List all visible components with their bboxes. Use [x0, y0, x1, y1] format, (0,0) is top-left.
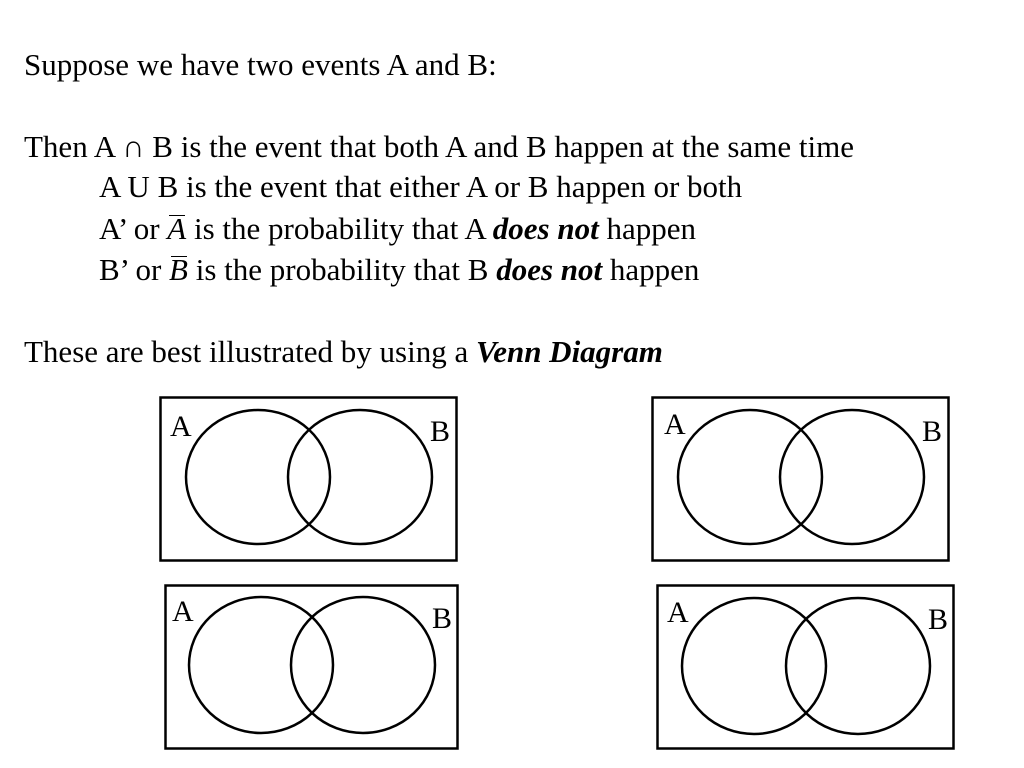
venn-diagram-term: Venn Diagram	[475, 334, 663, 369]
venn-frame	[166, 586, 458, 749]
complement-a-emphasis: does not	[492, 211, 599, 246]
intro-text: Suppose we have two events A and B:	[24, 47, 497, 82]
complement-a-definition	[99, 211, 696, 247]
venn-frame	[658, 586, 954, 749]
complement-b-part2: is the probability that B	[187, 252, 497, 287]
venn-label-b: B	[432, 602, 453, 635]
complement-b-part3: happen	[602, 252, 700, 287]
complement-a-part1: A’ or	[99, 211, 168, 246]
venn-label-b: B	[430, 415, 451, 448]
venn-circle-a	[682, 598, 826, 734]
union-definition: A U B is the event that either A or B happen or both	[99, 169, 743, 204]
venn-label-a: A	[664, 408, 686, 441]
venn-intro-prefix: These are best illustrated by using a	[24, 334, 476, 369]
venn-intro-text	[24, 334, 663, 370]
venn-label-b: B	[928, 603, 949, 636]
complement-b-part1: B’ or	[99, 252, 170, 287]
complement-b-emphasis: does not	[496, 252, 603, 287]
venn-diagram-top-left	[159, 396, 459, 564]
venn-label-a: A	[170, 410, 192, 443]
venn-frame	[161, 398, 457, 561]
venn-label-b: B	[922, 415, 943, 448]
venn-diagram-bottom-right	[656, 584, 956, 752]
venn-label-a: A	[172, 595, 194, 628]
venn-frame	[653, 398, 949, 561]
venn-circle-b	[288, 410, 432, 544]
venn-circle-b	[786, 598, 930, 734]
intersection-definition: Then A ∩ B is the event that both A and B happen at the same time	[24, 129, 854, 164]
venn-diagram-top-right	[651, 396, 951, 564]
complement-b-definition	[99, 252, 699, 288]
venn-label-a: A	[667, 596, 689, 629]
complement-a-part3: happen	[598, 211, 696, 246]
b-bar-symbol: B	[169, 252, 188, 287]
venn-diagram-bottom-left	[164, 584, 460, 752]
a-bar-symbol: A	[167, 211, 187, 246]
venn-circle-b	[780, 410, 924, 544]
complement-a-part2: is the probability that A	[186, 211, 493, 246]
venn-circle-b	[291, 597, 435, 733]
